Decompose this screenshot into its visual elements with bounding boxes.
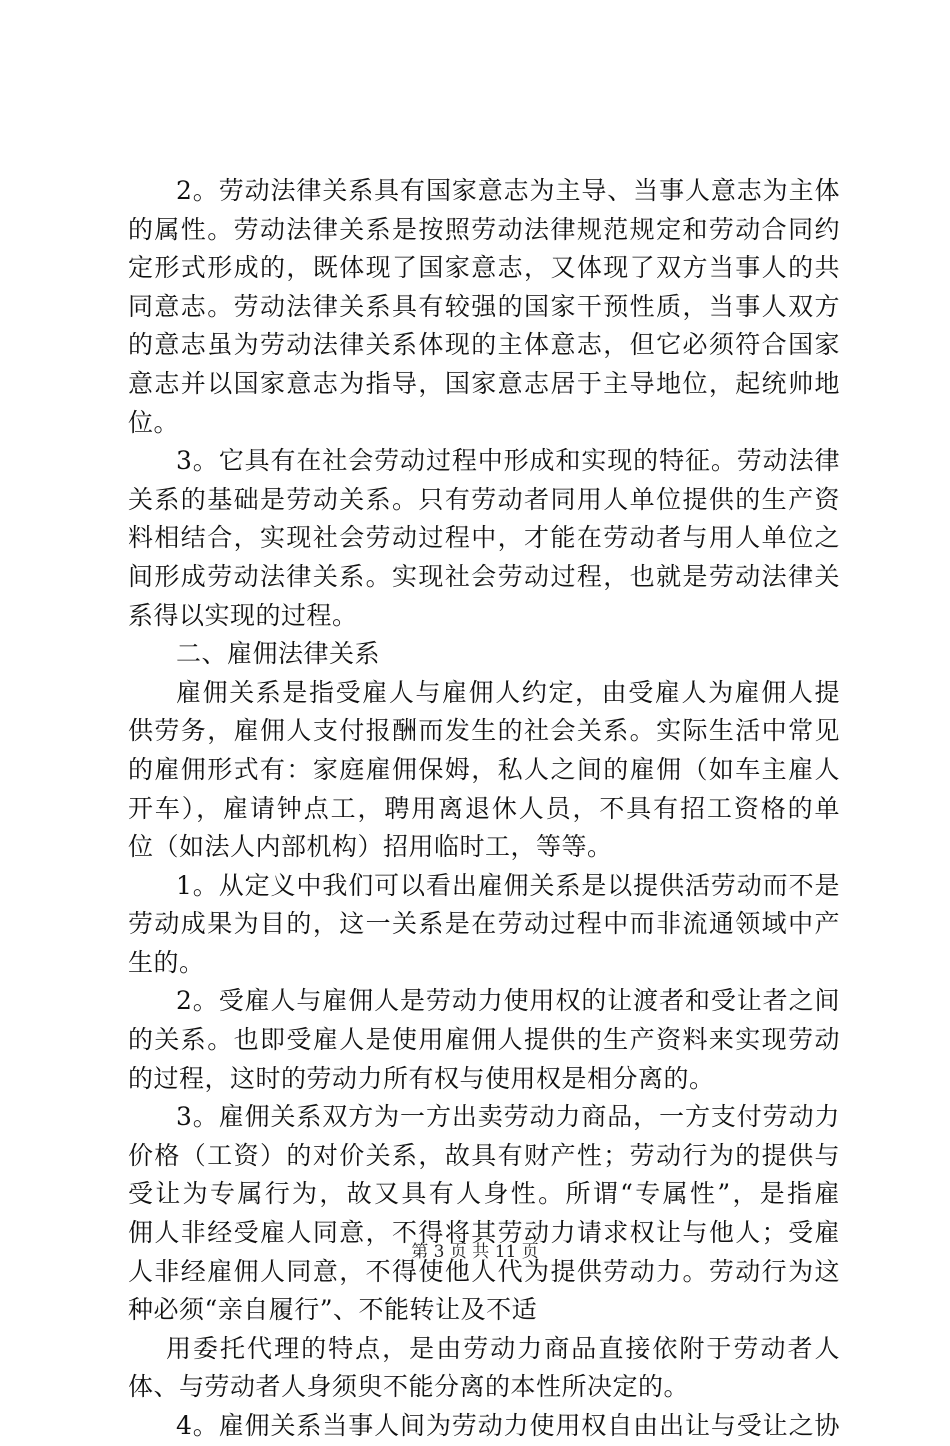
- text-line: 3。它具有在社会劳动过程中形成和实现的特征。劳动法律: [176, 446, 840, 476]
- text-line: 3。雇佣关系双方为一方出卖劳动力商品，一方支付劳动力: [176, 1102, 840, 1132]
- text-line: 的过程，这时的劳动力所有权与使用权是相分离的。: [128, 1063, 715, 1093]
- text-line: 的雇佣形式有：家庭雇佣保姆，私人之间的雇佣（如车主雇人: [128, 754, 840, 784]
- text-line: 1。从定义中我们可以看出雇佣关系是以提供活劳动而不是: [176, 870, 840, 900]
- text-line: 2。受雇人与雇佣人是劳动力使用权的让渡者和受让者之间: [176, 986, 840, 1016]
- text-line: 的意志虽为劳动法律关系体现的主体意志，但它必须符合国家: [128, 330, 840, 360]
- text-line: 体、与劳动者人身须臾不能分离的本性所决定的。: [128, 1372, 690, 1402]
- text-line: 用委托代理的特点，是由劳动力商品直接依附于劳动者人: [166, 1333, 840, 1363]
- text-line: 位（如法人内部机构）招用临时工，等等。: [128, 832, 613, 862]
- text-line: 料相结合，实现社会劳动过程中，才能在劳动者与用人单位之: [128, 523, 840, 553]
- text-line: 种必须“亲自履行”、不能转让及不适: [128, 1295, 538, 1325]
- page-number-footer: 第 3 页 共 11 页: [411, 1242, 539, 1262]
- text-line: 佣人非经受雇人同意，不得将其劳动力请求权让与他人；受雇: [128, 1218, 840, 1248]
- section-heading: 二、雇佣法律关系: [176, 639, 381, 669]
- text-line: 同意志。劳动法律关系具有较强的国家干预性质，当事人双方: [128, 291, 840, 321]
- text-line: 位。: [128, 407, 180, 437]
- text-line: 意志并以国家意志为指导，国家意志居于主导地位，起统帅地: [128, 368, 840, 398]
- text-line: 2。劳动法律关系具有国家意志为主导、当事人意志为主体: [176, 176, 840, 205]
- text-line: 价格（工资）的对价关系，故具有财产性；劳动行为的提供与: [128, 1140, 840, 1170]
- text-line: 供劳务，雇佣人支付报酬而发生的社会关系。实际生活中常见: [128, 716, 840, 746]
- text-line: 雇佣关系是指受雇人与雇佣人约定，由受雇人为雇佣人提: [176, 677, 840, 707]
- text-line: 4。雇佣关系当事人间为劳动力使用权自由出让与受让之协: [176, 1411, 840, 1440]
- text-line: 的属性。劳动法律关系是按照劳动法律规范规定和劳动合同约: [128, 214, 840, 244]
- text-line: 的关系。也即受雇人是使用雇佣人提供的生产资料来实现劳动: [128, 1025, 840, 1055]
- text-line: 人非经雇佣人同意，不得使他人代为提供劳动力。劳动行为这: [128, 1256, 840, 1286]
- text-line: 定形式形成的，既体现了国家意志，又体现了双方当事人的共: [128, 253, 840, 283]
- text-line: 劳动成果为目的，这一关系是在劳动过程中而非流通领域中产: [128, 909, 840, 939]
- text-line: 开车），雇请钟点工，聘用离退休人员，不具有招工资格的单: [128, 793, 840, 823]
- text-line: 受让为专属行为，故又具有人身性。所谓“专属性”，是指雇: [128, 1179, 840, 1209]
- text-line: 生的。: [128, 947, 205, 977]
- text-line: 关系的基础是劳动关系。只有劳动者同用人单位提供的生产资: [128, 484, 840, 514]
- text-line: 系得以实现的过程。: [128, 600, 358, 630]
- text-line: 间形成劳动法律关系。实现社会劳动过程，也就是劳动法律关: [128, 561, 840, 591]
